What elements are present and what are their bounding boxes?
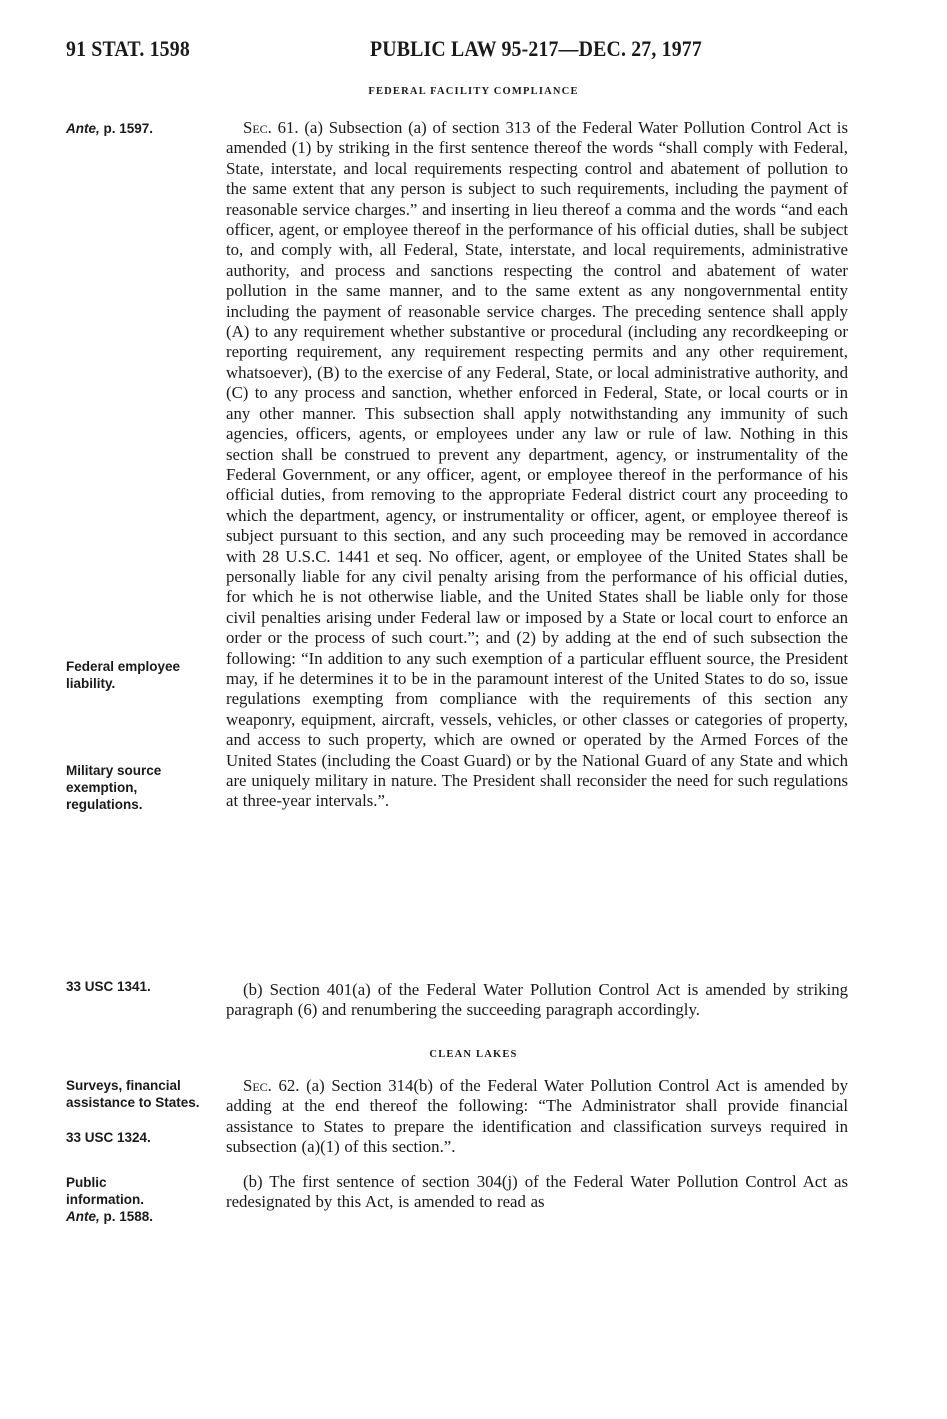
paragraph-text: 62. (a) Section 314(b) of the Federal Water Pollution Control Act is amended by adding at the end thereof the following: “The Administrator shall provide financial assistance to States to prepare the identification and classification surveys required in subsection (a)(1) of this section.”. xyxy=(226,1076,848,1157)
margin-note-surveys-financial-assistance: Surveys, financial assistance to States. xyxy=(66,1078,200,1110)
paragraph-sec-62a xyxy=(226,1076,848,1158)
margin-note-33-usc-1324: 33 USC 1324. xyxy=(66,1130,151,1145)
margin-note-ante-1597 xyxy=(66,120,216,137)
paragraph-text: 61. (a) Subsection (a) of section 313 of the Federal Water Pollution Control Act is amended (1) by striking in the first sentence thereof the words “shall comply with Federal, State, interstate, and local requirements respecting control and abatement of pollution to the same extent that any person is subject to such requirements, including the payment of reasonable service charges.” and inserting in lieu thereof a comma and the words “and each officer, agent, or employee thereof in the performance of his official duties, shall be subject to, and comply with, all Federal, State, interstate, and local requirements, administrative authority, and process and sanctions respecting the control and abatement of water pollution in the same manner, and to the same extent as any nongovernmental entity including the payment of reasonable service charges. The preceding sentence shall apply (A) to any requirement whether substantive or procedural (including any recordkeeping or reporting requirement, any requirement respecting permits and any other requirement, whatsoever), (B) to the exercise of any Federal, State, or local administrative authority, and (C) to any process and sanction, whether enforced in Federal, State, or local courts or in any other manner. This subsection shall apply notwithstanding any immunity of such agencies, officers, agents, or employees under any law or rule of law. Nothing in this section shall be construed to prevent any department, agency, or instrumentality of the Federal Government, or any officer, agent, or employee thereof in the performance of his official duties, from removing to the appropriate Federal district court any proceeding to which the department, agency, or instrumentality or officer, agent, or employee thereof is subject pursuant to this section, and any such proceeding may be removed in accordance with 28 U.S.C. 1441 et seq. No officer, agent, or employee of the United States shall be personally liable for any civil penalty arising from the performance of his official duties, for which he is not otherwise liable, and the United States shall be liable only for those civil penalties arising under Federal law or imposed by a State or local court to enforce an order or the process of such court.”; and (2) by adding at the end of such subsection the following: “In addition to any such exemption of a particular effluent source, the President may, if he determines it to be in the paramount interest of the United States to do so, issue regulations exempting from compliance with the requirements of this section any weaponry, equipment, aircraft, vessels, vehicles, or other classes or categories of property, and access to such property, which are owned or operated by the Armed Forces of the United States (including the Coast Guard) or by the National Guard of any State and which are uniquely military in nature. The President shall reconsider the need for such regulations at three-year intervals.”. xyxy=(226,118,848,811)
margin-note-ante-italic: Ante, xyxy=(66,121,100,136)
margin-note-ante-page: p. 1597. xyxy=(103,121,154,136)
margin-note-federal-employee-liability: Federal employee liability. xyxy=(66,659,181,691)
sec-label: Sec. xyxy=(243,118,272,137)
margin-note-ante-page: p. 1588. xyxy=(103,1209,154,1224)
page-reference: 91 STAT. 1598 xyxy=(66,36,190,61)
paragraph-sec-61b: (b) Section 401(a) of the Federal Water Pollution Control Act is amended by striking paragraph (6) and renumbering the succeeding paragraph accordingly. xyxy=(226,980,848,1020)
law-title: PUBLIC LAW 95-217—DEC. 27, 1977 xyxy=(370,36,702,61)
margin-note-33-usc-1341: 33 USC 1341. xyxy=(66,979,151,994)
section-heading-clean-lakes: CLEAN LAKES xyxy=(429,1049,518,1060)
margin-note-ante-1588 xyxy=(66,1208,216,1225)
margin-note-military-source-exemption: Military source exemption, regulations. xyxy=(66,763,162,812)
paragraph-sec-61a xyxy=(226,118,848,812)
margin-note-public-information: Public information. xyxy=(66,1175,144,1207)
margin-note-ante-italic: Ante, xyxy=(66,1209,100,1224)
paragraph-sec-62b: (b) The first sentence of section 304(j) of the Federal Water Pollution Control Act as redesignated by this Act, is amended to read as xyxy=(226,1172,848,1212)
section-heading-federal-facility: FEDERAL FACILITY COMPLIANCE xyxy=(368,86,579,97)
sec-label: Sec. xyxy=(243,1076,272,1095)
